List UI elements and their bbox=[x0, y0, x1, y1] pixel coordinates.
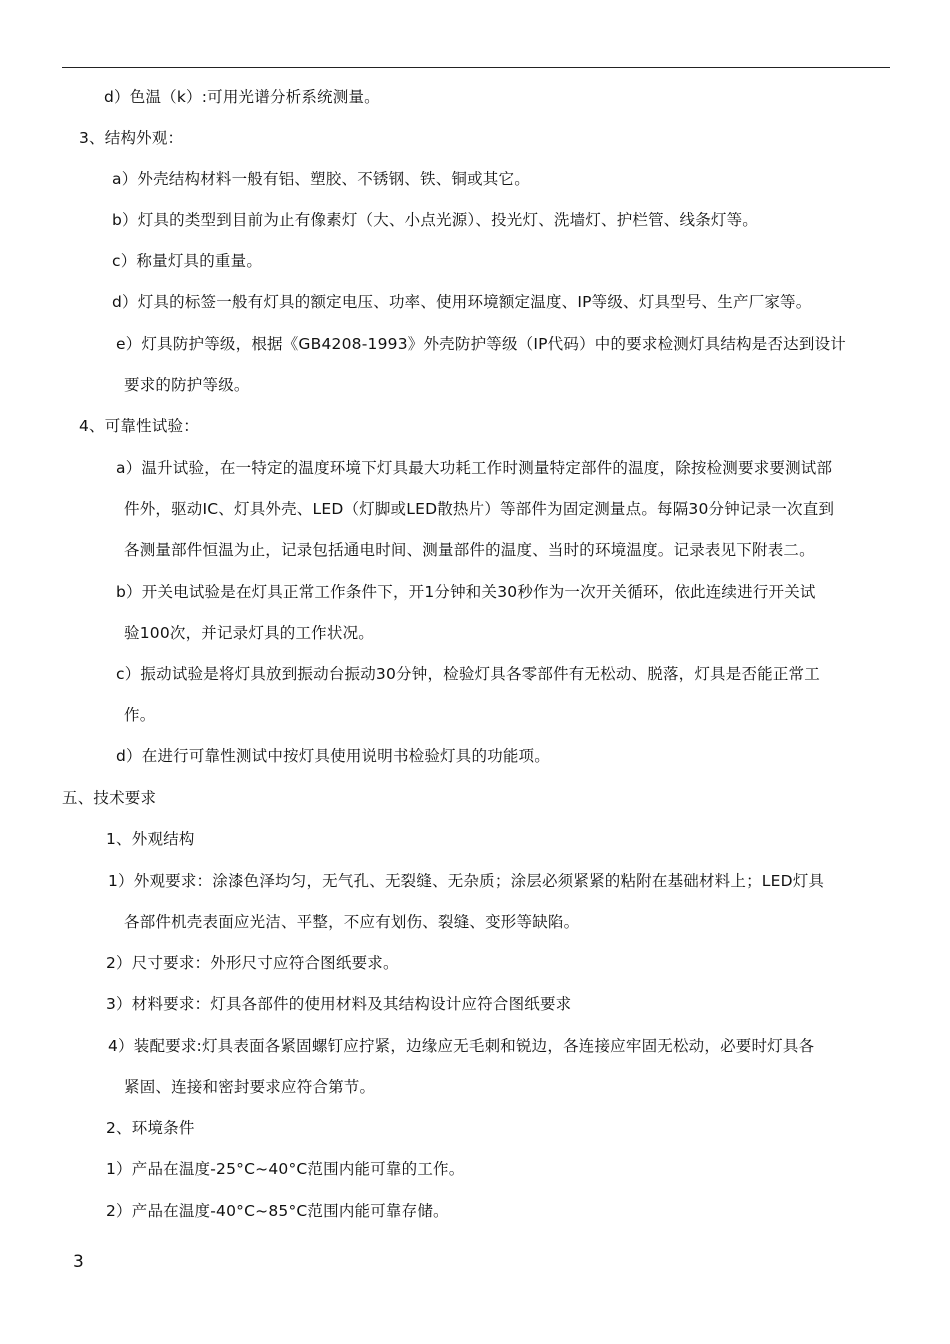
text-line: 验100次，并记录灯具的工作状况。 bbox=[124, 624, 374, 642]
text-line: 紧固、连接和密封要求应符合第节。 bbox=[124, 1078, 376, 1096]
text-line: c）振动试验是将灯具放到振动台振动30分钟，检验灯具各零部件有无松动、脱落，灯具是否能正常工 bbox=[116, 665, 820, 683]
chapter-heading: 五、技术要求 bbox=[62, 789, 157, 807]
text-line: 各部件机壳表面应光洁、平整，不应有划伤、裂缝、变形等缺陷。 bbox=[124, 913, 580, 931]
text-line: 要求的防护等级。 bbox=[124, 376, 250, 394]
text-line: 2）尺寸要求：外形尺寸应符合图纸要求。 bbox=[106, 954, 399, 972]
text-line: d）在进行可靠性测试中按灯具使用说明书检验灯具的功能项。 bbox=[116, 747, 550, 765]
text-line: a）温升试验，在一特定的温度环境下灯具最大功耗工作时测量特定部件的温度，除按检测要求要测试部 bbox=[116, 459, 833, 477]
text-line: 1）产品在温度-25°C~40°C范围内能可靠的工作。 bbox=[106, 1160, 465, 1178]
section-heading: 3、结构外观： bbox=[79, 129, 184, 147]
text-line: b）开关电试验是在灯具正常工作条件下，开1分钟和关30秒作为一次开关循环，依此连续进行开关试 bbox=[116, 583, 816, 601]
text-line: 件外，驱动IC、灯具外壳、LED（灯脚或LED散热片）等部件为固定测量点。每隔30分钟记录一次直到 bbox=[124, 500, 835, 518]
text-line: 2）产品在温度-40°C~85°C范围内能可靠存储。 bbox=[106, 1202, 449, 1220]
text-line: a）外壳结构材料一般有铝、塑胶、不锈钢、铁、铜或其它。 bbox=[112, 170, 530, 188]
text-line: d）色温（k）:可用光谱分析系统测量。 bbox=[104, 88, 380, 106]
page-number: 3 bbox=[73, 1252, 84, 1272]
text-line: e）灯具防护等级，根据《GB4208-1993》外壳防护等级（IP代码）中的要求检测灯具结构是否达到设计 bbox=[116, 335, 846, 353]
section-heading: 2、环境条件 bbox=[106, 1119, 195, 1137]
text-line: 1）外观要求：涂漆色泽均匀，无气孔、无裂缝、无杂质；涂层必须紧紧的粘附在基础材料上；LED灯具 bbox=[108, 872, 825, 890]
text-line: d）灯具的标签一般有灯具的额定电压、功率、使用环境额定温度、IP等级、灯具型号、生产厂家等。 bbox=[112, 293, 812, 311]
text-line: 各测量部件恒温为止，记录包括通电时间、测量部件的温度、当时的环境温度。记录表见下附表二。 bbox=[124, 541, 815, 559]
text-line: c）称量灯具的重量。 bbox=[112, 252, 263, 270]
text-line: b）灯具的类型到目前为止有像素灯（大、小点光源）、投光灯、洗墙灯、护栏管、线条灯等。 bbox=[112, 211, 758, 229]
section-heading: 1、外观结构 bbox=[106, 830, 195, 848]
section-heading: 4、可靠性试验： bbox=[79, 417, 199, 435]
text-line: 作。 bbox=[124, 706, 156, 724]
text-line: 4）装配要求:灯具表面各紧固螺钉应拧紧，边缘应无毛刺和锐边，各连接应牢固无松动，必要时灯具各 bbox=[108, 1037, 815, 1055]
text-line: 3）材料要求：灯具各部件的使用材料及其结构设计应符合图纸要求 bbox=[106, 995, 572, 1013]
header-rule bbox=[62, 67, 890, 68]
